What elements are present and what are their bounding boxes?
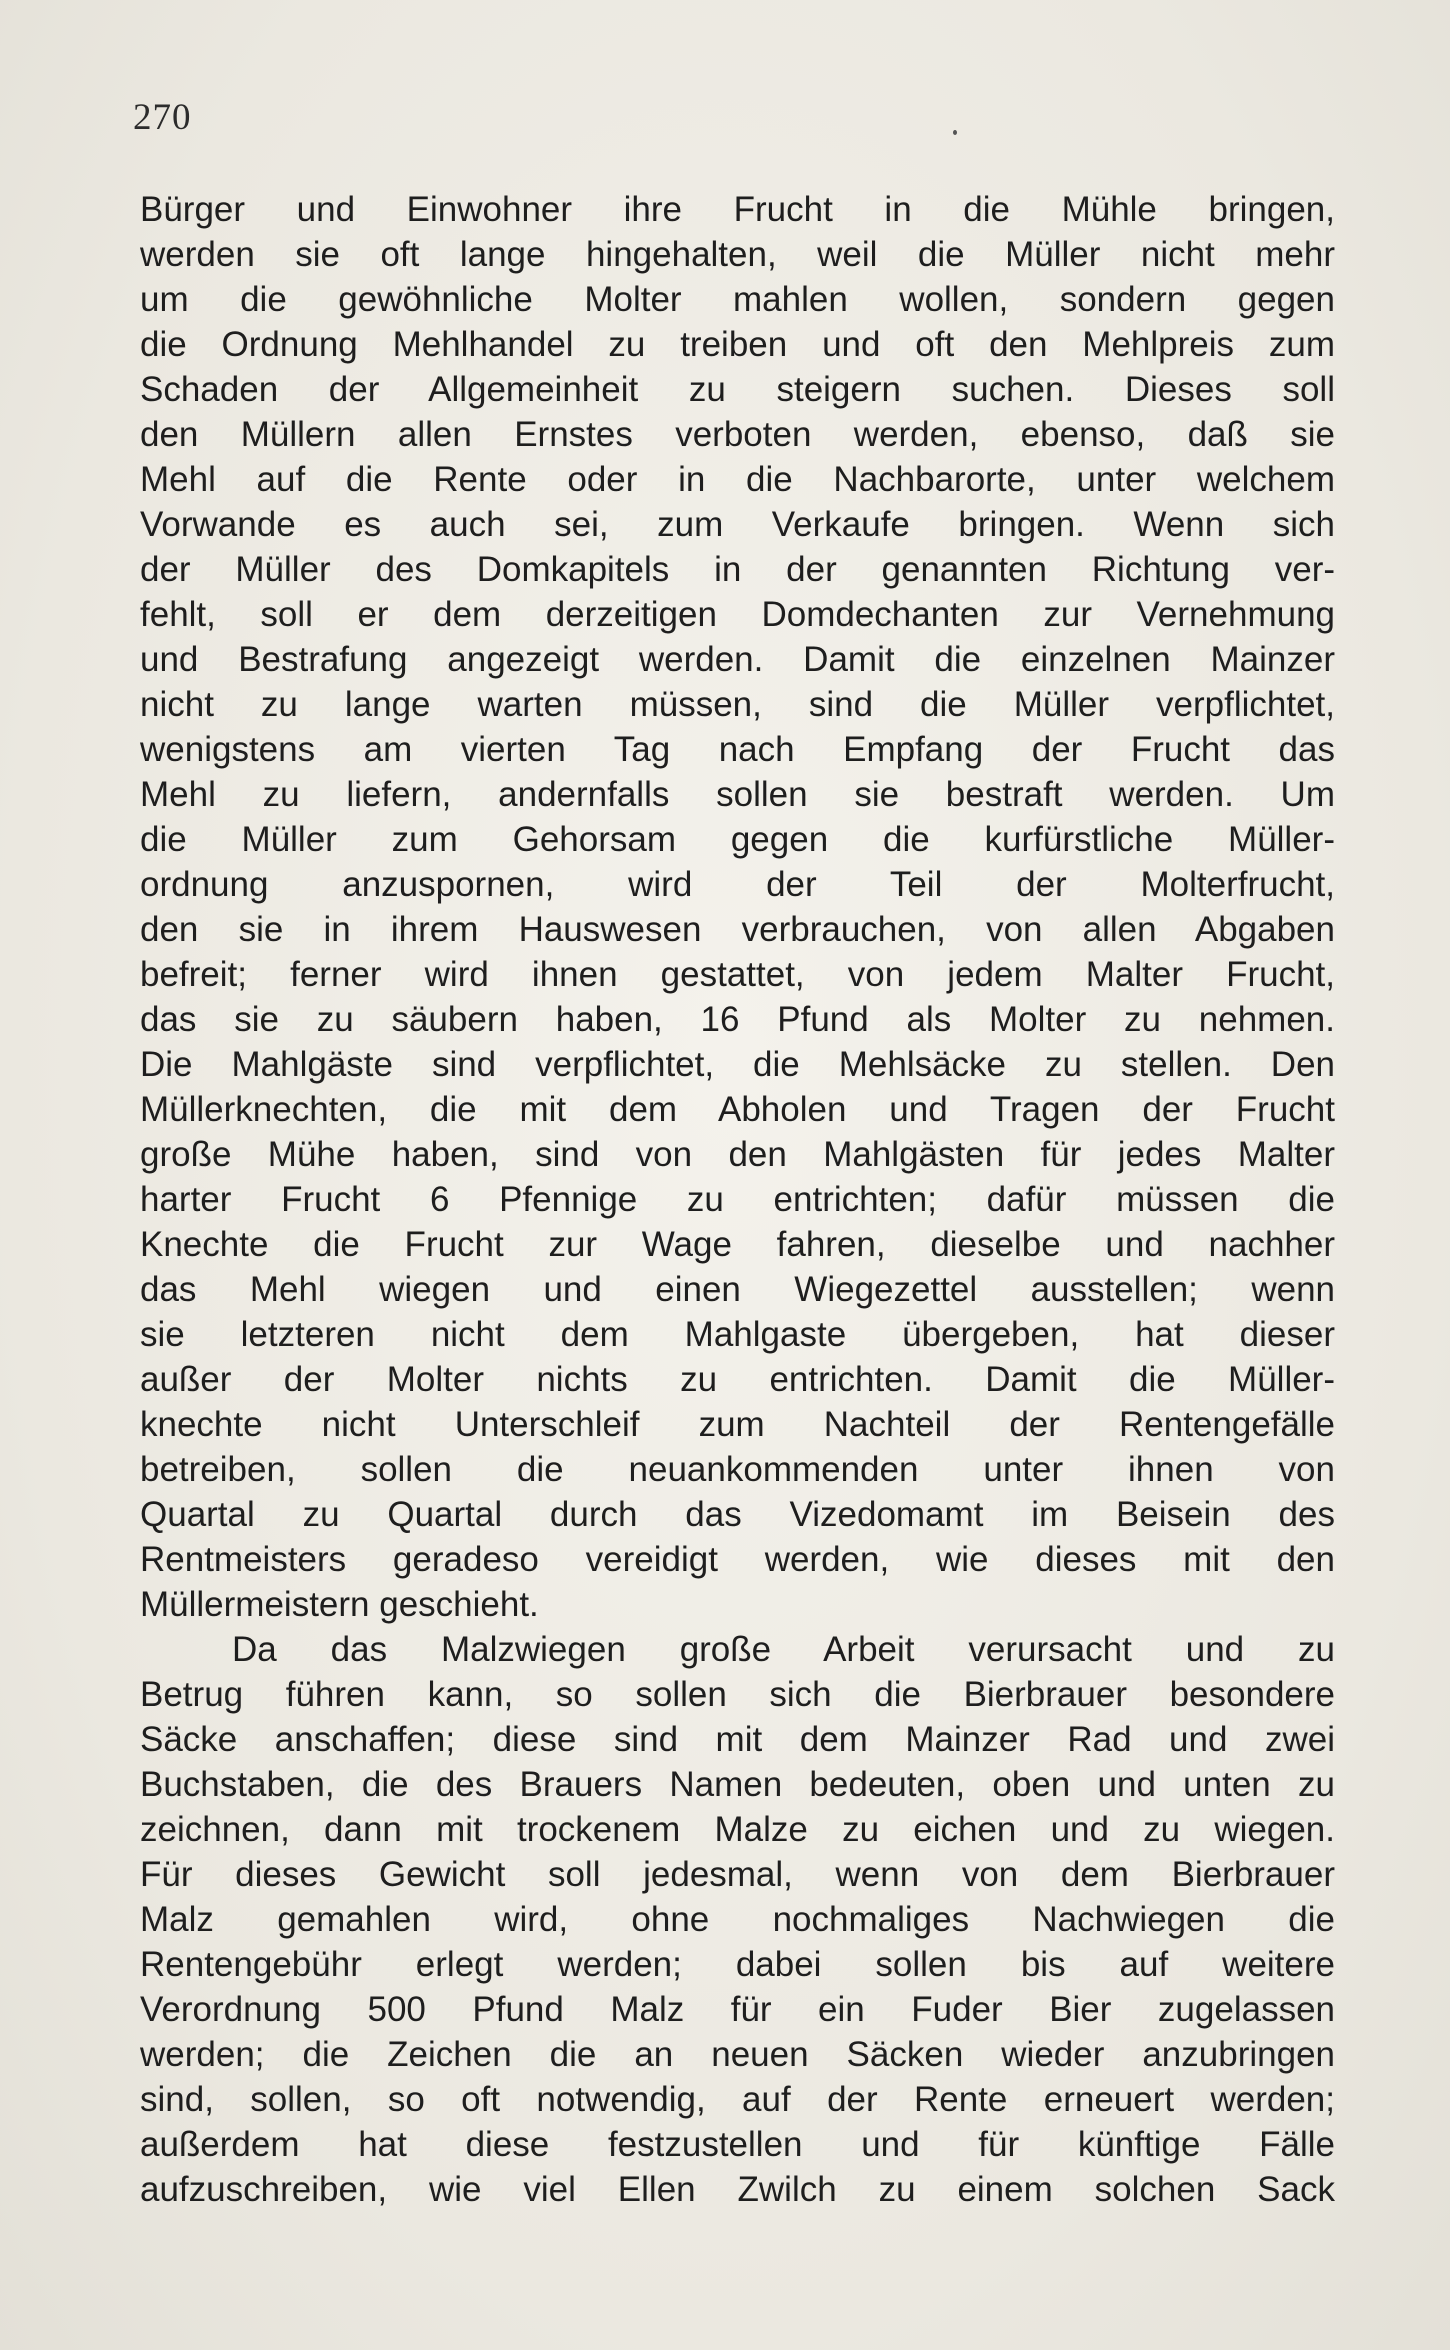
text-line: aufzuschreiben, wie viel Ellen Zwilch zu einem solchen Sack <box>140 2170 1335 2209</box>
text-line: Da das Malzwiegen große Arbeit verursacht und zu <box>232 1630 1335 1669</box>
text-line: sind, sollen, so oft notwendig, auf der Rente erneuert werden; <box>140 2080 1335 2119</box>
text-line: harter Frucht 6 Pfennige zu entrichten; dafür müssen die <box>140 1180 1335 1219</box>
text-line: das sie zu säubern haben, 16 Pfund als Molter zu nehmen. <box>140 1000 1335 1039</box>
text-line: Buchstaben, die des Brauers Namen bedeuten, oben und unten zu <box>140 1765 1335 1804</box>
text-line: Die Mahlgäste sind verpflichtet, die Mehlsäcke zu stellen. Den <box>140 1045 1335 1084</box>
text-line: Rentmeisters geradeso vereidigt werden, wie dieses mit den <box>140 1540 1335 1579</box>
text-line: knechte nicht Unterschleif zum Nachteil der Rentengefälle <box>140 1405 1335 1444</box>
text-line: Mehl auf die Rente oder in die Nachbarorte, unter welchem <box>140 460 1335 499</box>
text-line: Verordnung 500 Pfund Malz für ein Fuder Bier zugelassen <box>140 1990 1335 2029</box>
print-speck <box>953 130 957 135</box>
text-line: Mehl zu liefern, andernfalls sollen sie bestraft werden. Um <box>140 775 1335 814</box>
text-line: Malz gemahlen wird, ohne nochmaliges Nachwiegen die <box>140 1900 1335 1939</box>
text-line: Quartal zu Quartal durch das Vizedomamt im Beisein des <box>140 1495 1335 1534</box>
body-text <box>140 187 1335 2212</box>
text-line: außerdem hat diese festzustellen und für künftige Fälle <box>140 2125 1335 2164</box>
text-line: große Mühe haben, sind von den Mahlgästen für jedes Malter <box>140 1135 1335 1174</box>
text-line: fehlt, soll er dem derzeitigen Domdechanten zur Vernehmung <box>140 595 1335 634</box>
text-line: Betrug führen kann, so sollen sich die Bierbrauer besondere <box>140 1675 1335 1714</box>
text-line: nicht zu lange warten müssen, sind die Müller verpflichtet, <box>140 685 1335 724</box>
text-line: das Mehl wiegen und einen Wiegezettel ausstellen; wenn <box>140 1270 1335 1309</box>
text-line: Müllermeistern geschieht. <box>140 1585 539 1624</box>
text-line: werden; die Zeichen die an neuen Säcken wieder anzubringen <box>140 2035 1335 2074</box>
text-line: werden sie oft lange hingehalten, weil die Müller nicht mehr <box>140 235 1335 274</box>
text-line: Schaden der Allgemeinheit zu steigern suchen. Dieses soll <box>140 370 1335 409</box>
text-line: Bürger und Einwohner ihre Frucht in die Mühle bringen, <box>140 190 1335 229</box>
text-line: die Müller zum Gehorsam gegen die kurfürstliche Müller- <box>140 820 1335 859</box>
page-number: 270 <box>133 97 192 138</box>
text-line: zeichnen, dann mit trockenem Malze zu eichen und zu wiegen. <box>140 1810 1335 1849</box>
text-line: der Müller des Domkapitels in der genannten Richtung ver- <box>140 550 1335 589</box>
text-line: außer der Molter nichts zu entrichten. Damit die Müller- <box>140 1360 1335 1399</box>
text-line: wenigstens am vierten Tag nach Empfang der Frucht das <box>140 730 1335 769</box>
text-line: betreiben, sollen die neuankommenden unter ihnen von <box>140 1450 1335 1489</box>
text-line: die Ordnung Mehlhandel zu treiben und oft den Mehlpreis zum <box>140 325 1335 364</box>
text-line: um die gewöhnliche Molter mahlen wollen, sondern gegen <box>140 280 1335 319</box>
text-line: den sie in ihrem Hauswesen verbrauchen, von allen Abgaben <box>140 910 1335 949</box>
text-line: Müllerknechten, die mit dem Abholen und Tragen der Frucht <box>140 1090 1335 1129</box>
text-line: den Müllern allen Ernstes verboten werden, ebenso, daß sie <box>140 415 1335 454</box>
text-line: und Bestrafung angezeigt werden. Damit die einzelnen Mainzer <box>140 640 1335 679</box>
text-line: befreit; ferner wird ihnen gestattet, von jedem Malter Frucht, <box>140 955 1335 994</box>
text-line: ordnung anzuspornen, wird der Teil der Molterfrucht, <box>140 865 1335 904</box>
text-line: sie letzteren nicht dem Mahlgaste übergeben, hat dieser <box>140 1315 1335 1354</box>
text-line: Knechte die Frucht zur Wage fahren, dieselbe und nachher <box>140 1225 1335 1264</box>
text-line: Vorwande es auch sei, zum Verkaufe bringen. Wenn sich <box>140 505 1335 544</box>
text-line: Für dieses Gewicht soll jedesmal, wenn von dem Bierbrauer <box>140 1855 1335 1894</box>
text-line: Rentengebühr erlegt werden; dabei sollen bis auf weitere <box>140 1945 1335 1984</box>
text-line: Säcke anschaffen; diese sind mit dem Mainzer Rad und zwei <box>140 1720 1335 1759</box>
